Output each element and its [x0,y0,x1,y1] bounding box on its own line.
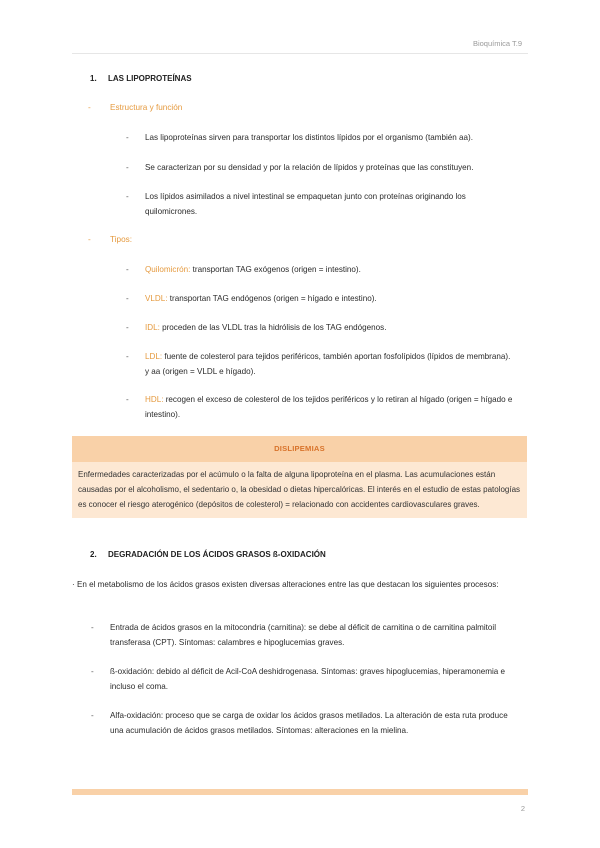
list-item: - IDL: proceden de las VLDL tras la hidrólisis de los TAG endógenos. [126,323,387,332]
section2-intro: · En el metabolismo de los ácidos grasos existen diversas alteraciones entre las que destacan los siguientes procesos: [72,580,499,589]
callout-body: Enfermedades caracterizadas por el acúmulo o la falta de alguna lipoproteína en el plasma. Las acumulaciones están causadas por el alcoholismo, el sedentario o, la obesidad o dietas hipercalóricas. El interés en el estudio de estas patologías es conocer el riesgo aterogénico (depósitos de colesterol) = relacionado con accidentes cardiovasculares graves. [72,462,527,518]
page-number: 2 [520,804,525,813]
term-vldl: VLDL: [145,294,168,303]
callout-title: DISLIPEMIAS [72,436,527,462]
list-item: - Alfa-oxidación: proceso que se carga de oxidar los ácidos grasos metilados. La alteración de esta ruta produce una acumulación de ácidos grasos metilados. Síntomas: alteraciones en la mielina. [91,711,508,735]
list-item: - ß-oxidación: debido al déficit de Acil-CoA deshidrogenasa. Síntomas: graves hipoglucemias, hiperamonemia e incluso el coma. [91,667,506,691]
subheading-estructura: - Estructura y función [88,103,183,112]
list-item: - Quilomicrón: transportan TAG exógenos (origen = intestino). [126,265,361,274]
header-divider [72,53,528,54]
footer-divider [72,789,528,795]
section1-number: 1. [90,74,97,83]
term-quilomicron: Quilomicrón: [145,265,191,274]
term-idl: IDL: [145,323,160,332]
list-item: - VLDL: transportan TAG endógenos (origen = hígado e intestino). [126,294,377,303]
section1-title: LAS LIPOPROTEÍNAS [108,74,192,83]
subheading-estructura-label: Estructura y función [110,103,183,112]
header-text: Bioquímica T.9 [472,39,522,48]
section2-heading [90,550,326,559]
subheading-tipos-label: Tipos: [110,235,132,244]
section2-number: 2. [90,550,97,559]
list-item: - Se caracterizan por su densidad y por la relación de lípidos y proteínas que las constituyen. [126,163,474,172]
section2-title: DEGRADACIÓN DE LOS ÁCIDOS GRASOS ß-OXIDACIÓN [108,550,326,559]
list-item: - Entrada de ácidos grasos en la mitocondria (carnitina): se debe al déficit de carnitina o de carnitina palmitoil transferasa (CPT). Síntomas: calambres e hipoglucemias graves. [91,623,497,647]
dislipemias-callout [72,436,527,518]
term-hdl: HDL: [145,395,164,404]
list-item: - HDL: recogen el exceso de colesterol de los tejidos periféricos y lo retiran al hígado (origen = hígado e intestino). [126,395,513,419]
subheading-tipos: - Tipos: [88,235,132,244]
list-item: - Los lípidos asimilados a nivel intestinal se empaquetan junto con proteínas originando los quilomicrones. [126,192,466,216]
section1-heading [90,74,192,83]
term-ldl: LDL: [145,352,163,361]
list-item: - LDL: fuente de colesterol para tejidos periféricos, también aportan fosfolípidos (lípidos de membrana). y aa (origen = VLDL e hígado). [126,352,511,376]
list-item: - Las lipoproteínas sirven para transportar los distintos lípidos por el organismo (también aa). [126,133,473,142]
